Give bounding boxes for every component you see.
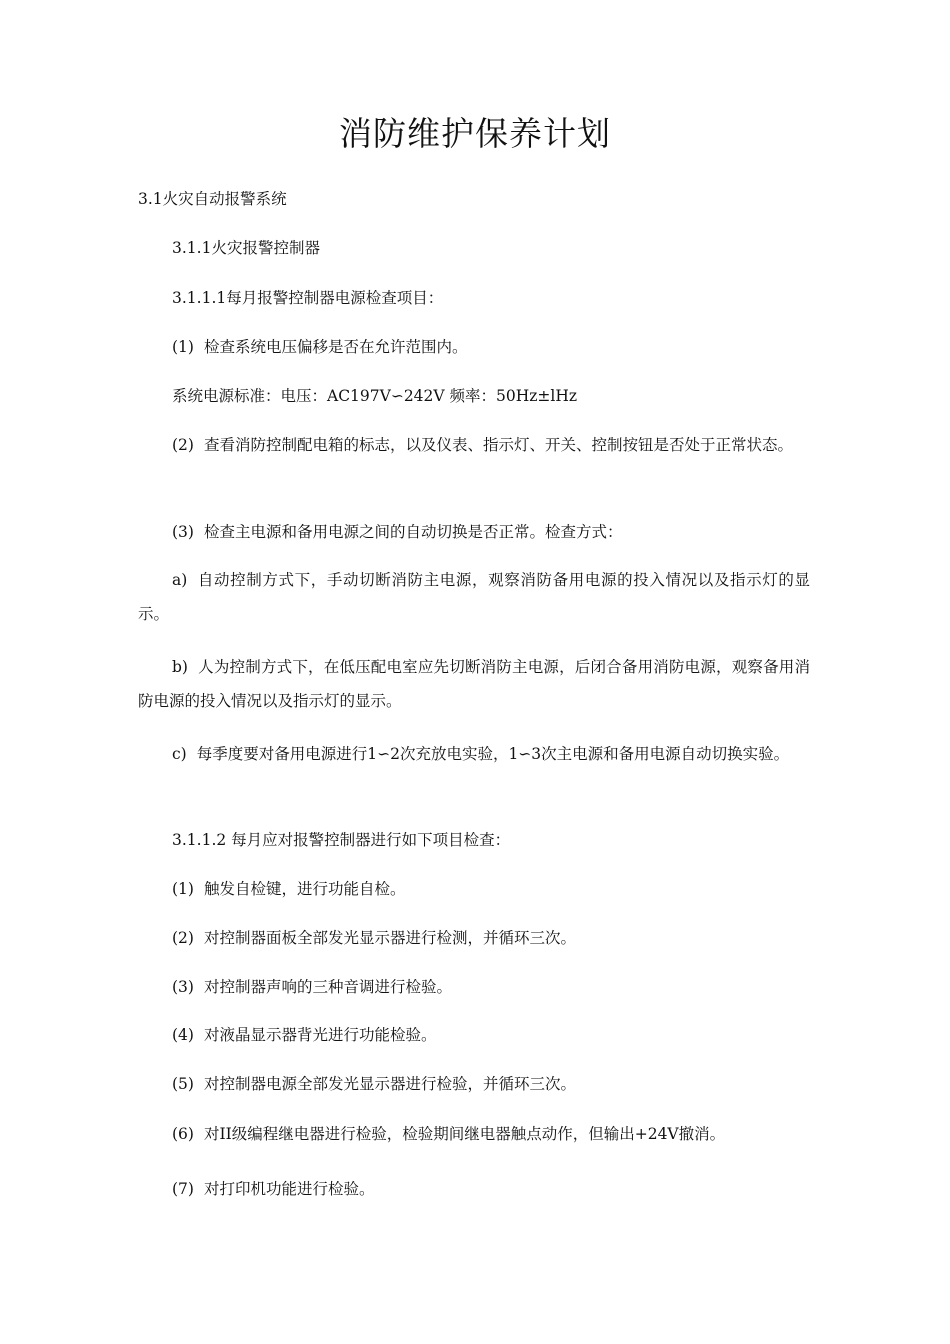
- list-item: [138, 428, 810, 462]
- list-item-label: (1): [172, 338, 194, 356]
- list-item: [172, 333, 467, 361]
- list-item-text: 检查主电源和备用电源之间的自动切换是否正常。检查方式：: [203, 523, 623, 541]
- list-item: [138, 650, 810, 718]
- list-item: [172, 1070, 576, 1098]
- list-item-text: 系统电源标准：电压：AC197V∽242V 频率：50Hz±lHz: [172, 387, 578, 405]
- list-item: [172, 973, 452, 1001]
- list-item: [172, 1175, 374, 1203]
- item1-heading: 3.1.1.1每月报警控制器电源检查项目：: [172, 289, 444, 307]
- list-item: [172, 1021, 436, 1049]
- list-item-label: c): [172, 745, 187, 763]
- item2-heading: 3.1.1.2 每月应对报警控制器进行如下项目检查：: [172, 831, 511, 849]
- list-item: [172, 1120, 725, 1148]
- list-item-text: 对液晶显示器背光进行功能检验。: [203, 1026, 437, 1044]
- list-item-label: (6): [172, 1125, 194, 1143]
- list-item-text: 对打印机功能进行检验。: [203, 1180, 375, 1198]
- list-item-label: b): [172, 658, 188, 676]
- list-item: [172, 924, 576, 952]
- list-item-text: 每季度要对备用电源进行1∽2次充放电实验，1∽3次主电源和备用电源自动切换实验。: [196, 745, 790, 763]
- list-item: [172, 518, 622, 546]
- list-item-label: (2): [172, 929, 194, 947]
- list-item-text: 人为控制方式下，在低压配电室应先切断消防主电源，后闭合备用消防电源，观察备用消防电源的投入情况以及指示灯的显示。: [138, 658, 810, 710]
- list-item-text: 自动控制方式下，手动切断消防主电源，观察消防备用电源的投入情况以及指示灯的显示。: [138, 571, 810, 623]
- list-item: [138, 563, 810, 631]
- list-item-label: (2): [172, 436, 194, 454]
- list-item-text: 触发自检键，进行功能自检。: [203, 880, 406, 898]
- list-item-label: (5): [172, 1075, 194, 1093]
- page-title: 消防维护保养计划: [339, 114, 611, 153]
- list-item-text: 查看消防控制配电箱的标志，以及仪表、指示灯、开关、控制按钮是否处于正常状态。: [203, 436, 793, 454]
- list-item-text: 检查系统电压偏移是否在允许范围内。: [203, 338, 468, 356]
- list-item-text: 对控制器面板全部发光显示器进行检测，并循环三次。: [203, 929, 576, 947]
- list-item: [172, 382, 577, 410]
- subsection-heading: 3.1.1火灾报警控制器: [172, 239, 320, 257]
- list-item-text: 对控制器声响的三种音调进行检验。: [203, 978, 452, 996]
- list-item-label: (7): [172, 1180, 194, 1198]
- section-heading: 3.1火灾自动报警系统: [138, 190, 287, 208]
- list-item: [138, 737, 810, 771]
- list-item-label: (3): [172, 523, 194, 541]
- list-item-label: a): [172, 571, 188, 589]
- list-item-text: 对II级编程继电器进行检验，检验期间继电器触点动作，但输出+24V撤消。: [203, 1125, 726, 1143]
- list-item-text: 对控制器电源全部发光显示器进行检验，并循环三次。: [203, 1075, 576, 1093]
- list-item-label: (3): [172, 978, 194, 996]
- list-item-label: (1): [172, 880, 194, 898]
- list-item-label: (4): [172, 1026, 194, 1044]
- list-item: [172, 875, 405, 903]
